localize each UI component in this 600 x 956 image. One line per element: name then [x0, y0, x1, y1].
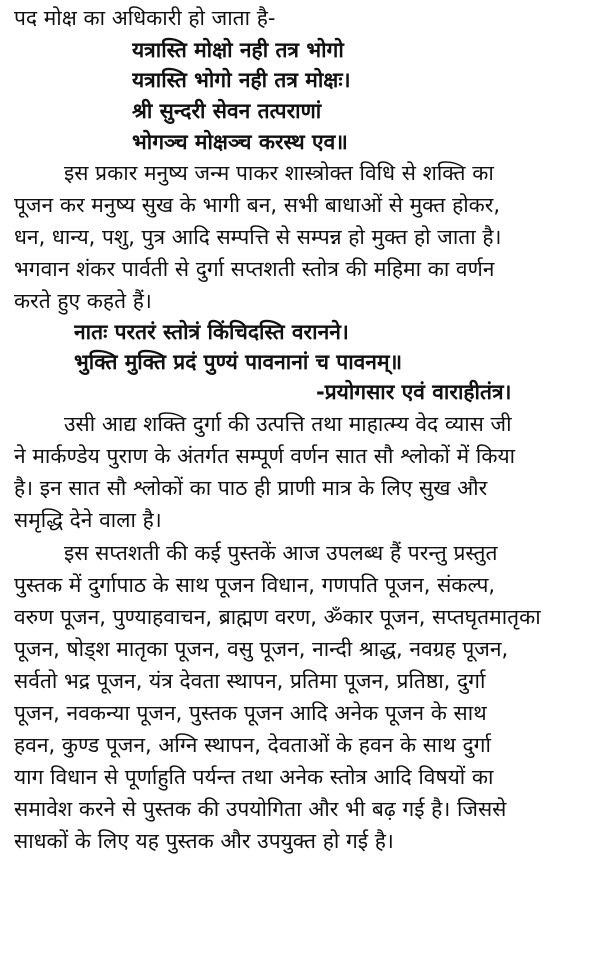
text-line: उसी आद्य शक्ति दुर्गा की उत्पत्ति तथा माहात्म्य वेद व्यास जी	[64, 412, 512, 436]
text-line: करते हुए कहते हैं।	[14, 289, 152, 313]
text-line: ने मार्कण्डेय पुराण के अंतर्गत सम्पूर्ण वर्णन सात सौ श्लोकों में किया	[14, 444, 516, 468]
text-line: समावेश करने से पुस्तक की उपयोगिता और भी बढ़ गई है। जिससे	[14, 797, 507, 821]
verse-attribution: -प्रयोगसार एवं वाराहीतंत्र।	[316, 380, 512, 404]
text-line: समृद्धि देने वाला है।	[14, 508, 162, 532]
text-line: सर्वतो भद्र पूजन, यंत्र देवता स्थापन, प्रतिमा पूजन, प्रतिष्ठा, दुर्गा	[14, 669, 486, 693]
text-line: भगवान शंकर पार्वती से दुर्गा सप्तशती स्तोत्र की महिमा का वर्णन	[14, 257, 495, 281]
verse-line: यत्रास्ति मोक्षो नही तत्र भोगो	[132, 38, 344, 62]
verse-line: यत्रास्ति भोगो नही तत्र मोक्षः।	[132, 68, 351, 92]
text-line: हवन, कुण्ड पूजन, अग्नि स्थापन, देवताओं के हवन के साथ दुर्गा	[14, 733, 491, 757]
text-line: वरुण पूजन, पुण्याहवाचन, ब्राह्मण वरण, ॐकार पूजन, सप्तघृतमातृका	[14, 605, 541, 629]
text-line: साधकों के लिए यह पुस्तक और उपयुक्त हो गई है।	[14, 829, 394, 853]
text-line: याग विधान से पूर्णाहुति पर्यन्त तथा अनेक स्तोत्र आदि विषयों का	[14, 765, 494, 789]
text-line: धन, धान्य, पशु, पुत्र आदि सम्पत्ति से सम्पन्न हो मुक्त हो जाता है।	[14, 225, 502, 249]
text-line: पद मोक्ष का अधिकारी हो जाता है-	[14, 6, 276, 30]
verse-line: भोगञ्च मोक्षञ्च करस्थ एव॥	[132, 130, 348, 154]
text-line: पूजन, नवकन्या पूजन, पुस्तक पूजन आदि अनेक पूजन के साथ	[14, 701, 487, 725]
verse-line: श्री सुन्दरी सेवन तत्पराणां	[132, 99, 322, 123]
verse-line: भुक्ति मुक्ति प्रदं पुण्यं पावनानां च पावनम्॥	[74, 350, 403, 374]
text-line: इस प्रकार मनुष्य जन्म पाकर शास्त्रोक्त विधि से शक्ति का	[64, 161, 494, 185]
text-line: इस सप्तशती की कई पुस्तकें आज उपलब्ध हैं परन्तु प्रस्तुत	[64, 541, 498, 565]
text-line: पुस्तक में दुर्गापाठ के साथ पूजन विधान, गणपति पूजन, संकल्प,	[14, 573, 496, 597]
text-line: पूजन, षोड्श मातृका पूजन, वसु पूजन, नान्दी श्राद्ध, नवग्रह पूजन,	[14, 637, 509, 661]
text-line: पूजन कर मनुष्य सुख के भागी बन, सभी बाधाओं से मुक्त होकर,	[14, 193, 501, 217]
text-line: है। इन सात सौ श्लोकों का पाठ ही प्राणी मात्र के लिए सुख और	[14, 476, 488, 500]
verse-line: नातः परतरं स्तोत्रं किंचिदस्ति वरानने।	[74, 320, 349, 344]
